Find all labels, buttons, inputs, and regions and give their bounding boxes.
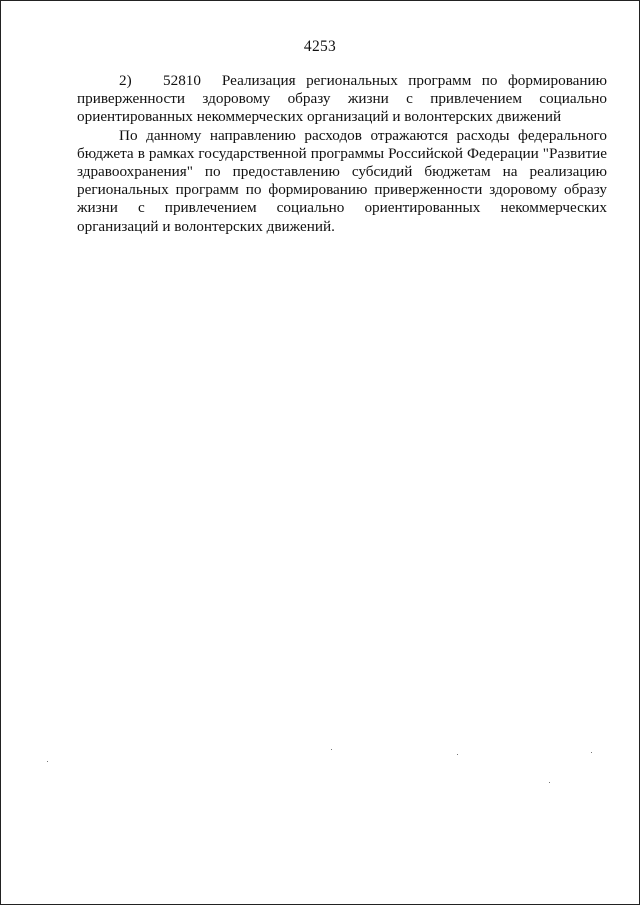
heading-item-number: 2) <box>119 72 132 89</box>
section-heading <box>77 72 607 127</box>
document-content <box>77 72 607 236</box>
page-number: 4253 <box>303 38 337 55</box>
heading-title: Реализация региональных программ по формированию приверженности здоровому образу жизни с привлечением социально ориентированных некоммерческих организаций и волонтерских движений <box>77 72 608 126</box>
heading-code: 52810 <box>163 72 201 89</box>
body-paragraph: По данному направлению расходов отражаются расходы федерального бюджета в рамках государственной программы Российской Федерации "Развитие здравоохранения" по предоставлению субсидий бюджетам на реализацию региональных программ по формированию приверженности здоровому образу жизни с привлечением социально ориентированных некоммерческих организаций и волонтерских движений. <box>77 126 607 235</box>
